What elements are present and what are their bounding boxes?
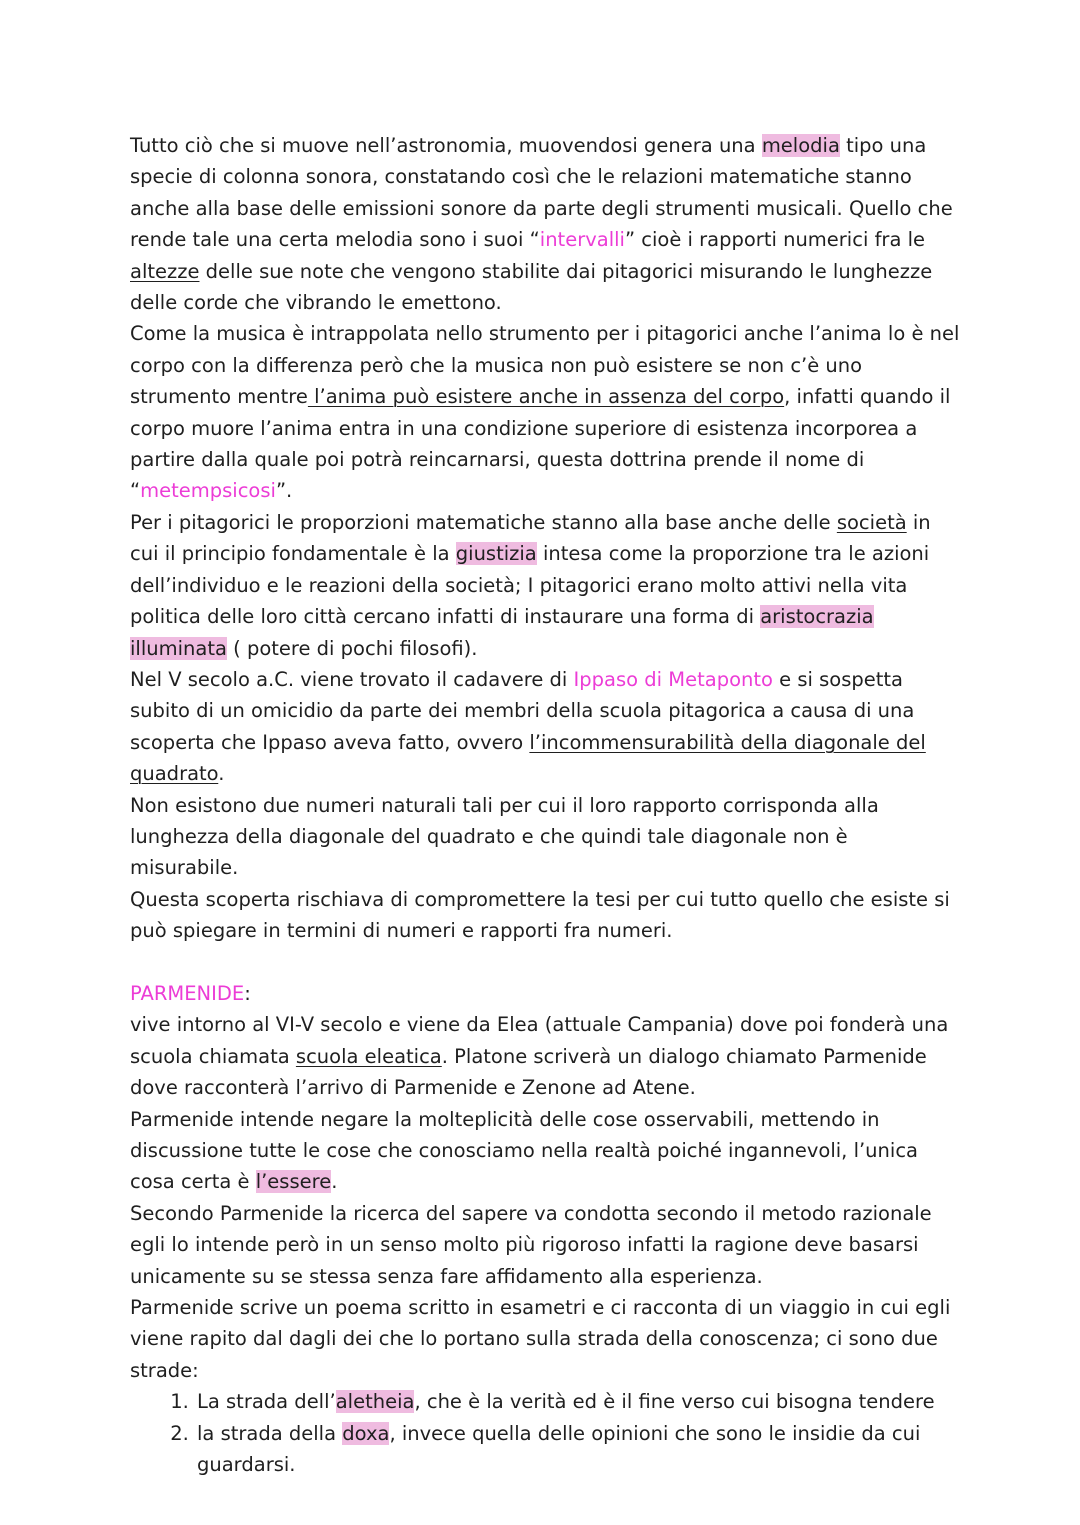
document-page [130, 130, 960, 1480]
paragraph-ippaso: Nel V secolo a.C. viene trovato il cadavere di Ippaso di Metaponto e si sospetta subito di un omicidio da parte dei membri della scuola pitagorica a causa di una scoperta che Ippaso aveva fatto, ovvero l’incommensurabilità della diagonale del quadrato. [130, 667, 926, 786]
highlight-essere: l’essere [255, 1170, 332, 1194]
underline-incommensurabilita: l’incommensurabilità della diagonale del quadrato [130, 730, 926, 786]
paragraph-societa: Per i pitagorici le proporzioni matematiche stanno alla base anche delle società in cui il principio fondamentale è la giustizia intesa come la proporzione tra le azioni dell’individuo e le reazioni della società; I pitagorici erano molto attivi nella vita politica delle loro città cercano infatti di instaurare una forma di aristocrazia illuminata ( potere di pochi filosofi). [130, 510, 931, 660]
underline-anima: l’anima può esistere anche in assenza del corpo [307, 385, 785, 409]
term-intervalli: intervalli [539, 228, 625, 252]
term-ippaso: Ippaso di Metaponto [573, 667, 773, 691]
highlight-aristocrazia: aristocrazia illuminata [130, 605, 874, 660]
list-item: 2. la strada della doxa, invece quella delle opinioni che sono le insidie da cui guardarsi. [195, 1418, 960, 1481]
highlight-melodia: melodia [761, 134, 840, 157]
paragraph-elea: vive intorno al VI-V secolo e viene da Elea (attuale Campania) dove poi fonderà una scuola chiamata scuola eleatica. Platone scriverà un dialogo chiamato Parmenide dove racconterà l’arrivo di Parmenide e Zenone ad Atene. [130, 1013, 949, 1100]
term-metempsicosi: metempsicosi [140, 479, 276, 503]
underline-societa: società [836, 510, 907, 534]
blank-line [130, 947, 960, 978]
list-strade [130, 1386, 960, 1480]
heading-parmenide: PARMENIDE [130, 981, 245, 1005]
section-heading-parmenide: PARMENIDE: [130, 981, 251, 1005]
paragraph-poema: Parmenide scrive un poema scritto in esametri e ci racconta di un viaggio in cui egli viene rapito dal dagli dei che lo portano sulla strada della conoscenza; ci sono due strade: [130, 1296, 951, 1382]
paragraph-anima: Come la musica è intrappolata nello strumento per i pitagorici anche l’anima lo è nel corpo con la differenza però che la musica non può esistere se non c’è uno strumento mentre l’anima può esistere anche in assenza del corpo, infatti quando il corpo muore l’anima entra in una condizione superiore di esistenza incorporea a partire dalla quale poi potrà reincarnarsi, questa dottrina prende il nome di “metempsicosi”. [130, 322, 960, 503]
highlight-aletheia: aletheia [335, 1390, 415, 1414]
underline-altezze: altezze [130, 259, 200, 283]
highlight-giustizia: giustizia [455, 542, 537, 566]
highlight-doxa: doxa [342, 1421, 390, 1445]
paragraph-essere: Parmenide intende negare la molteplicità delle cose osservabili, mettendo in discussione tutte le cose che conosciamo nella realtà poiché ingannevoli, l’unica cosa certa è l’essere. [130, 1107, 918, 1194]
underline-scuola-eleatica: scuola eleatica [295, 1044, 442, 1068]
paragraph-scoperta: Questa scoperta rischiava di compromettere la tesi per cui tutto quello che esiste si può spiegare in termini di numeri e rapporti fra numeri. [130, 887, 950, 943]
paragraph-metodo-razionale: Secondo Parmenide la ricerca del sapere va condotta secondo il metodo razionale egli lo intende però in un senso molto più rigoroso infatti la ragione deve basarsi unicamente su se stessa senza fare affidamento alla esperienza. [130, 1201, 932, 1288]
paragraph-melodia: Tutto ciò che si muove nell’astronomia, muovendosi genera una melodia tipo una specie di colonna sonora, constatando così che le relazioni matematiche stanno anche alla base delle emissioni sonore da parte degli strumenti musicali. Quello che rende tale una certa melodia sono i suoi “intervalli” cioè i rapporti numerici fra le altezze delle sue note che vengono stabilite dai pitagorici misurando le lunghezze delle corde che vibrando le emettono. [130, 134, 953, 315]
paragraph-numeri-naturali: Non esistono due numeri naturali tali per cui il loro rapporto corrisponda alla lunghezza della diagonale del quadrato e che quindi tale diagonale non è misurabile. [130, 793, 879, 880]
list-item: 1. La strada dell’aletheia, che è la verità ed è il fine verso cui bisogna tendere [195, 1386, 960, 1417]
